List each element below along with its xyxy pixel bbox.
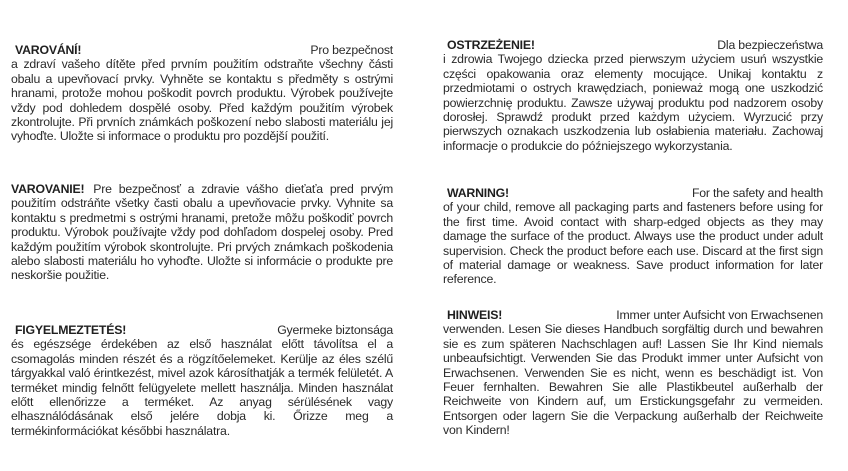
warning-first-line-german bbox=[443, 308, 823, 322]
warning-block-hungarian bbox=[11, 323, 393, 438]
warning-intro-hungarian: Gyermeke biztonsága bbox=[277, 323, 393, 337]
warning-paragraph-slovak bbox=[11, 182, 393, 283]
warning-first-line-hungarian bbox=[11, 323, 393, 337]
warning-intro-english: For the safety and health bbox=[691, 186, 823, 200]
warning-first-line-polish bbox=[443, 38, 823, 52]
warning-intro-polish: Dla bezpieczeństwa bbox=[717, 38, 823, 52]
warning-block-slovak bbox=[11, 182, 393, 283]
warning-first-line-czech bbox=[11, 43, 393, 57]
warning-block-english bbox=[443, 186, 823, 287]
warning-heading-polish: OSTRZEŻENIE! bbox=[447, 38, 535, 52]
warning-heading-german: HINWEIS! bbox=[447, 308, 503, 322]
warning-body-polish: i zdrowia Twojego dziecka przed pierwszym użyciem usuń wszystkie części opakowania oraz elementy mocujące. Unikaj kontaktu z przedmiotami o ostrych krawędziach, ponieważ mogą one uszkodzić powierzchnię produktu. Zawsze używaj produktu pod nadzorem osoby dorosłej. Sprawdź produkt przed każdym użyciem. Wyrzucić przy pierwszych oznakach uszkodzenia lub osłabienia materiału. Zachowaj informacje o produkcie do późniejszego wykorzystania. bbox=[443, 52, 823, 153]
warning-body-hungarian: és egészsége érdekében az első használat előtt távolítsa el a csomagolás minden részét és a rögzítőelemeket. Kerülje az éles szélű tárgyakkal való érintkezést, mivel azok károsíthatják a termék felületét. A terméket mindig felnőtt felügyelete mellett használja. Minden használat előtt ellenőrizze a terméket. Az anyag sérülésének vagy elhasználódásának első jelére dobja ki. Őrizze meg a termékinformációkat későbbi használatra. bbox=[11, 337, 393, 438]
warning-body-slovak: Pre bezpečnosť a zdravie vášho dieťaťa pred prvým použitím odstráňte všetky časti obalu a upevňovacie prvky. Vyhnite sa kontaktu s predmetmi s ostrými hranami, pretože môžu poškodiť povrch produktu. Výrobok používajte vždy pod dohľadom dospelej osoby. Pred každým použitím výrobok skontrolujte. Pri prvých známkach poškodenia alebo slabosti materiálu ho vyhoďte. Uložte si informácie o produkte pre neskoršie použitie. bbox=[11, 182, 394, 283]
warning-heading-slovak: VAROVANIE! bbox=[11, 182, 85, 196]
warning-body-czech: a zdraví vašeho dítěte před prvním použitím odstraňte všechny části obalu a upevňovací prvky. Vyhněte se kontaktu s předměty s ostrými hranami, protože mohou poškodit povrch produktu. Výrobek používejte vždy pod dohledem dospělé osoby. Před každým použitím výrobek zkontrolujte. Při prvních známkách poškození nebo slabosti materiálu jej vyhoďte. Uložte si informace o produktu pro pozdější použití. bbox=[11, 57, 393, 144]
warning-body-german: verwenden. Lesen Sie dieses Handbuch sorgfältig durch und bewahren sie es zum späteren Nachschlagen auf! Lassen Sie Ihr Kind niemals unbeaufsichtigt. Verwenden Sie das Produkt immer unter Aufsicht von Erwachsenen. Verwenden Sie es nicht, wenn es beschädigt ist. Von Feuer fernhalten. Bewahren Sie alle Plastikbeutel außerhalb der Reichweite von Kindern auf, um Erstickungsgefahr zu vermeiden. Entsorgen oder lagern Sie die Verpackung außerhalb der Reichweite von Kindern! bbox=[443, 322, 823, 438]
warning-block-polish bbox=[443, 38, 823, 153]
warning-heading-czech: VAROVÁNÍ! bbox=[15, 43, 82, 57]
warning-intro-german: Immer unter Aufsicht von Erwachsenen bbox=[616, 308, 823, 322]
warning-heading-hungarian: FIGYELMEZTETÉS! bbox=[15, 323, 127, 337]
warning-first-line-english bbox=[443, 186, 823, 200]
warning-block-german bbox=[443, 308, 823, 438]
warning-body-english: of your child, remove all packaging parts and fasteners before using for the first time. Avoid contact with sharp-edged objects as they may damage the surface of the product. Always use the product under adult supervision. Check the product before each use. Discard at the first sign of material damage or weakness. Save product information for later reference. bbox=[443, 200, 823, 287]
warning-intro-czech: Pro bezpečnost bbox=[310, 43, 393, 57]
warning-block-czech bbox=[11, 43, 393, 144]
warning-heading-english: WARNING! bbox=[447, 186, 509, 200]
